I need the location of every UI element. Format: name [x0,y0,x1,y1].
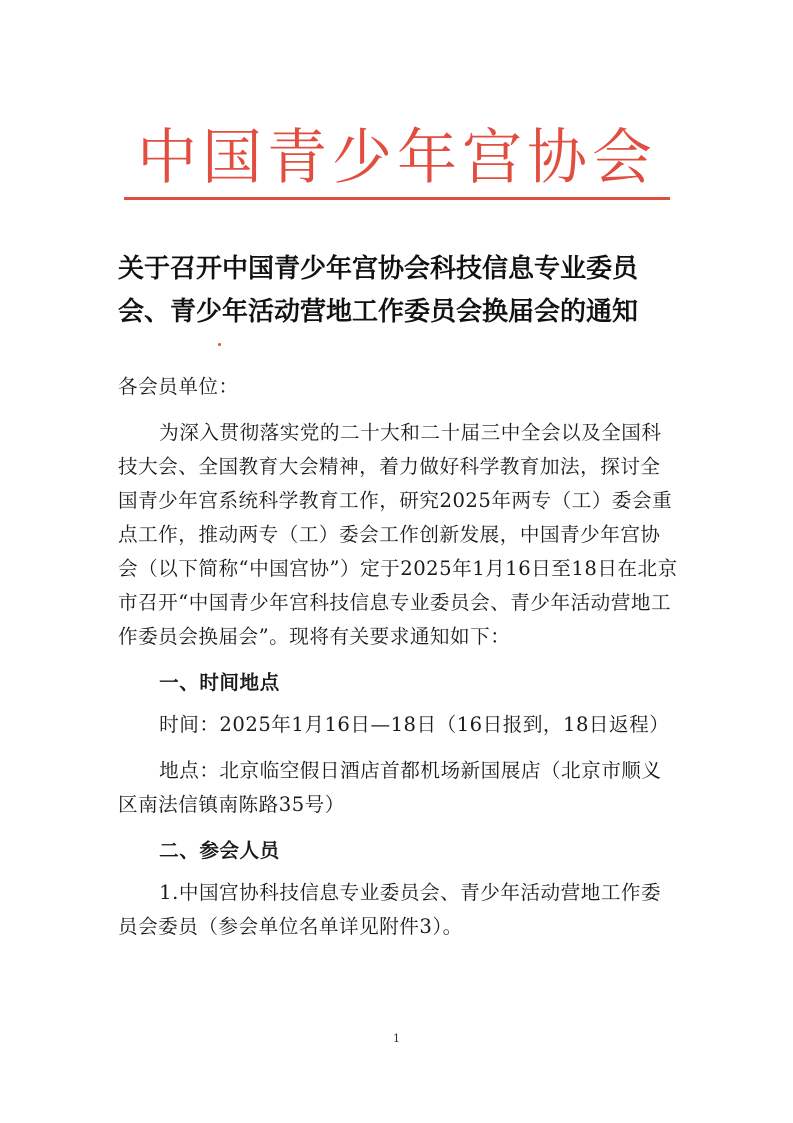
title-line-1: 关于召开中国青少年宫协会科技信息专业委员 [118,254,639,284]
section-2-heading: 二、参会人员 [159,839,280,862]
section-1-heading: 一、时间地点 [159,671,280,694]
location-paragraph: 地点：北京临空假日酒店首都机场新国展店（北京市顺义区南法信镇南陈路35号） [118,759,662,816]
document-title [118,248,678,334]
red-divider-line [124,197,670,200]
attendee-item-1: 1.中国宫协科技信息专业委员会、青少年活动营地工作委员会委员（参会单位名单详见附件3）。 [118,881,662,938]
document-body [118,370,678,956]
ink-speck [218,343,221,346]
intro-paragraph: 为深入贯彻落实党的二十大和二十届三中全会以及全国科技大会、全国教育大会精神，着力做好科学教育加法，探讨全国青少年宫系统科学教育工作，研究2025年两专（工）委会重点工作，推动两专（工）委会工作创新发展，中国青少年宫协会（以下简称“中国宫协”）定于2025年1月16日至18日在北京市召开“中国青少年宫科技信息专业委员会、青少年活动营地工作委员会换届会”。现将有关要求通知如下： [118,421,678,648]
salutation: 各会员单位： [118,375,239,398]
org-name-header: 中国青少年宫协会 [137,123,657,193]
time-paragraph: 时间：2025年1月16日—18日（16日报到，18日返程） [159,713,670,736]
page-number: 1 [393,1032,400,1045]
title-line-2: 会、青少年活动营地工作委员会换届会的通知 [118,297,639,327]
